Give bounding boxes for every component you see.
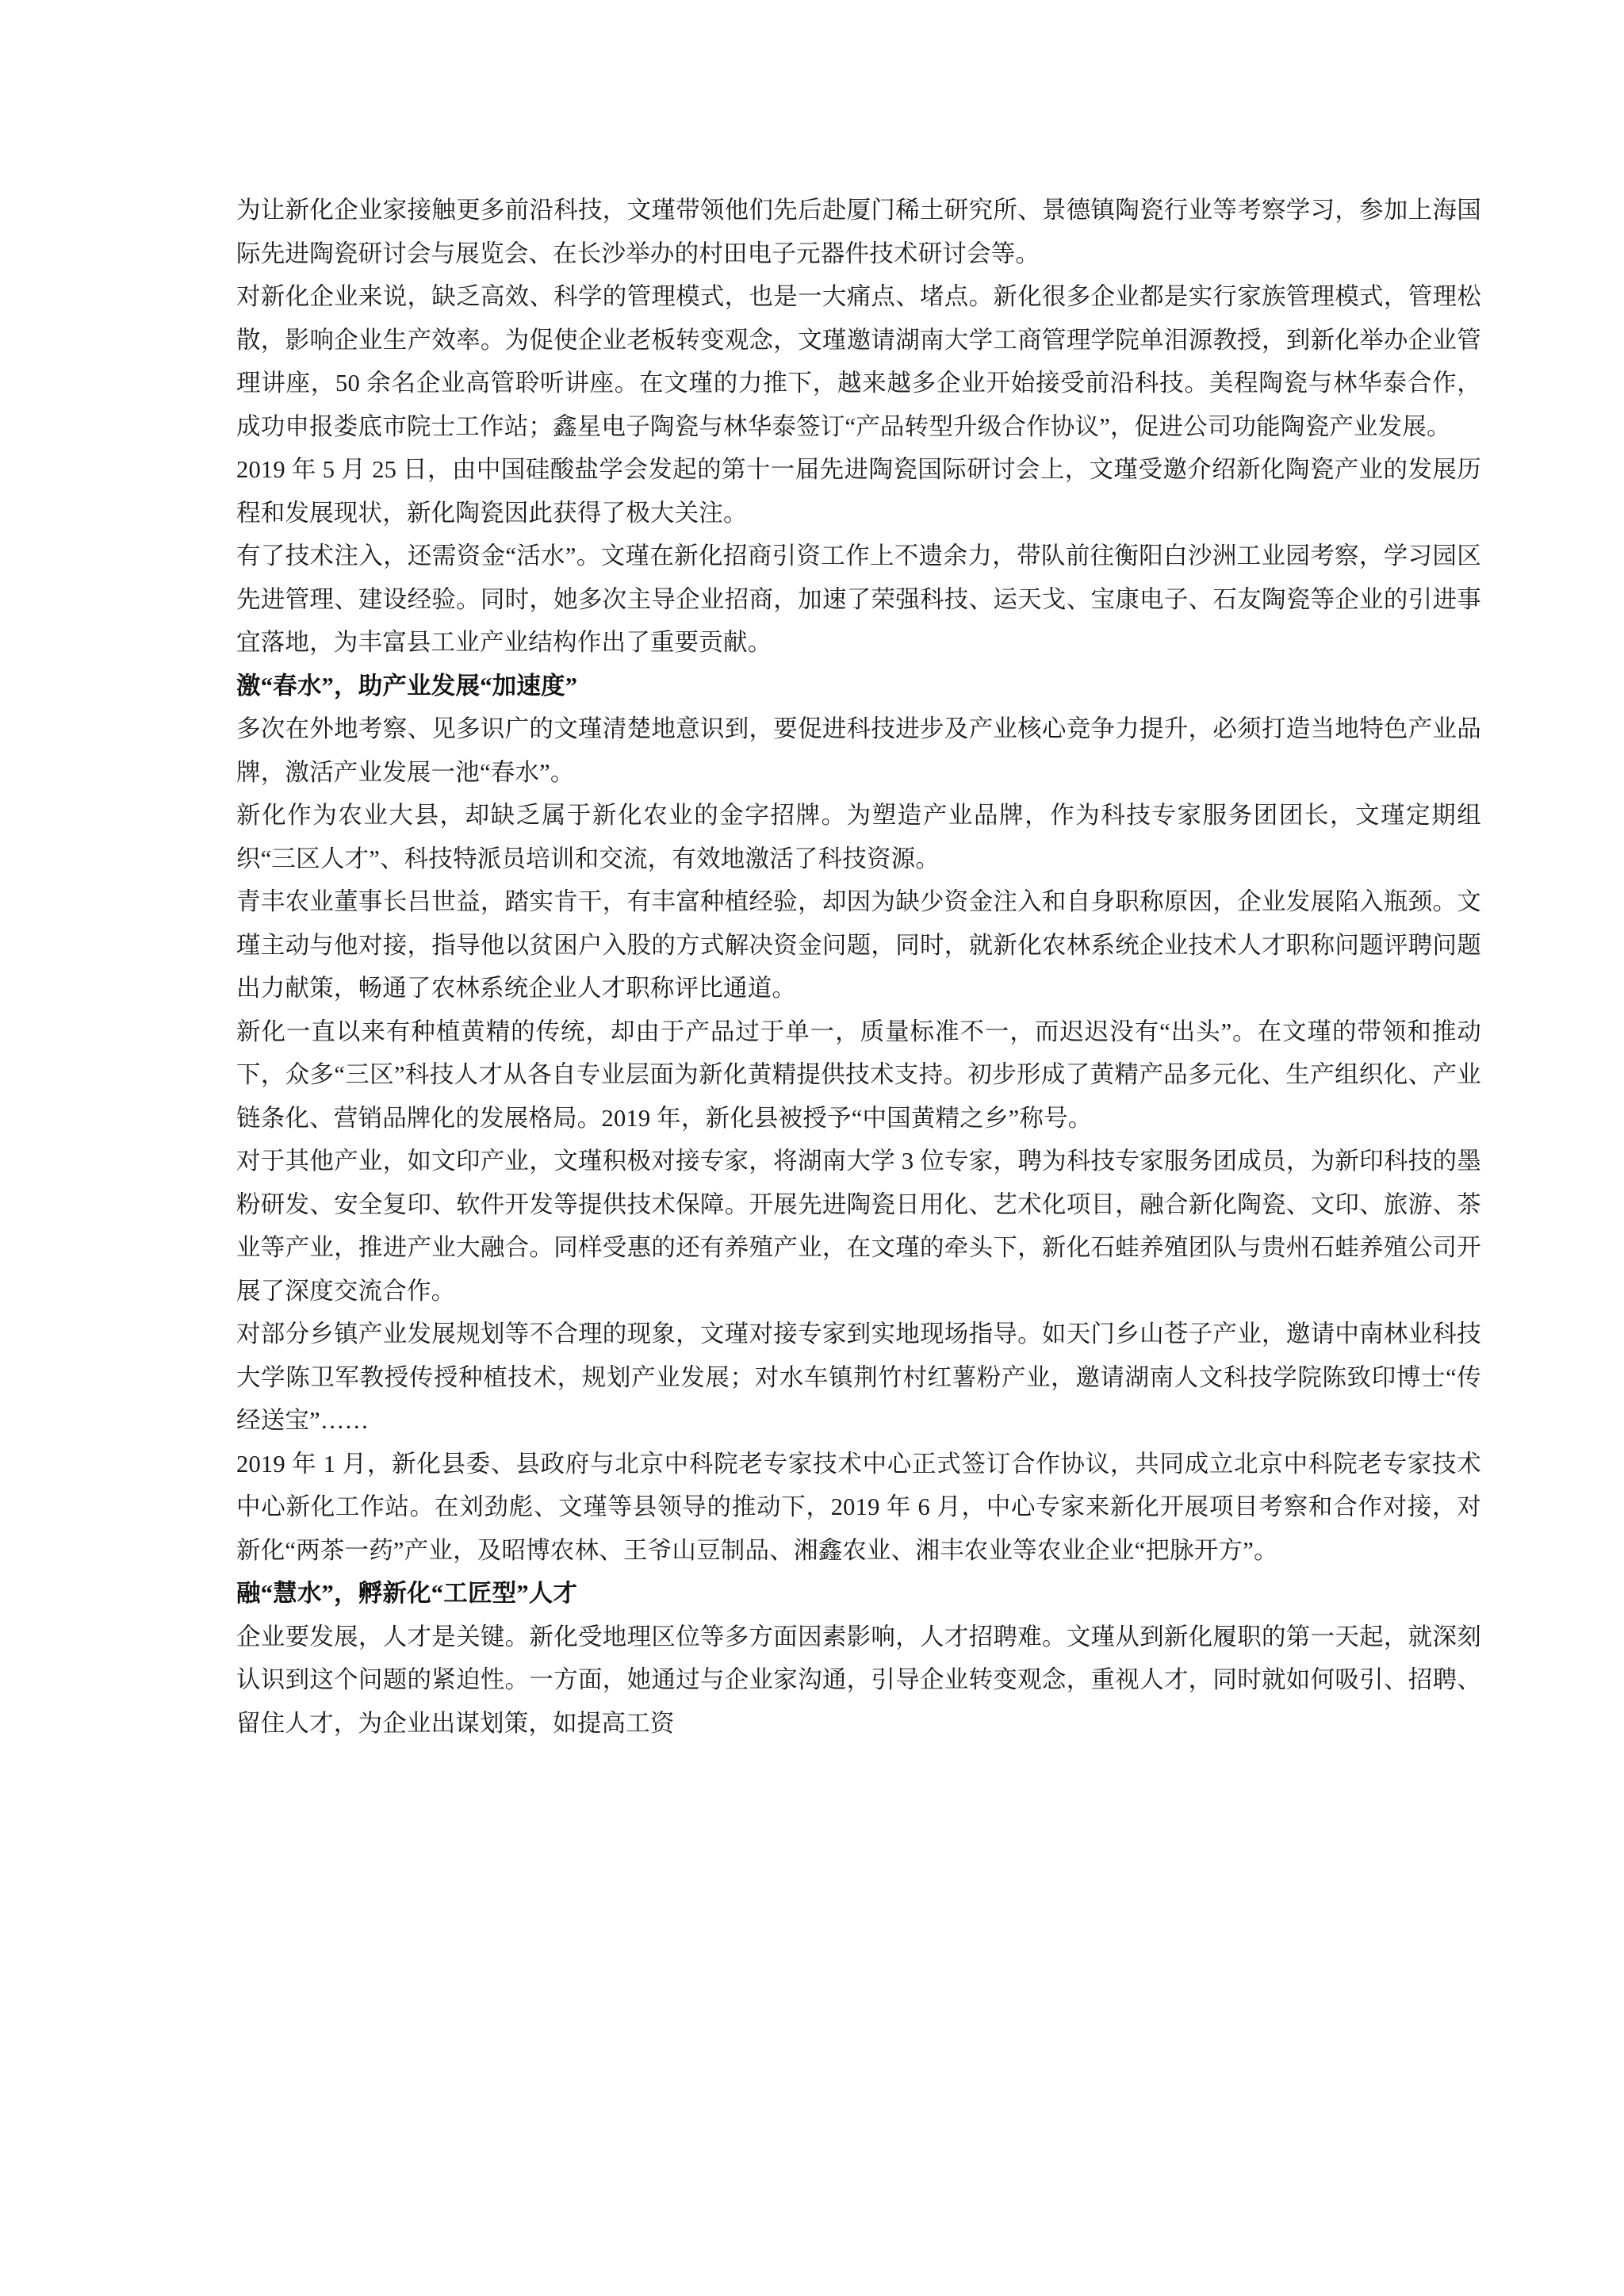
paragraph-8: 新化一直以来有种植黄精的传统，却由于产品过于单一，质量标准不一，而迟迟没有“出头”。在文瑾的带领和推动下，众多“三区”科技人才从各自专业层面为新化黄精提供技术支持。初步形成了黄精产品多元化、生产组织化、产业链条化、营销品牌化的发展格局。2019 年，新化县被授予“中国黄精之乡”称号。 bbox=[236, 1018, 1481, 1132]
paragraph-5: 多次在外地考察、见多识广的文瑾清楚地意识到，要促进科技进步及产业核心竞争力提升，必须打造当地特色产业品牌，激活产业发展一池“春水”。 bbox=[236, 715, 1481, 786]
paragraph-6: 新化作为农业大县，却缺乏属于新化农业的金字招牌。为塑造产业品牌，作为科技专家服务团团长，文瑾定期组织“三区人才”、科技特派员培训和交流，有效地激活了科技资源。 bbox=[236, 802, 1481, 872]
paragraph-4: 有了技术注入，还需资金“活水”。文瑾在新化招商引资工作上不遗余力，带队前往衡阳白沙洲工业园考察，学习园区先进管理、建设经验。同时，她多次主导企业招商，加速了荣强科技、运天戈、宝康电子、石友陶瓷等企业的引进事宜落地，为丰富县工业产业结构作出了重要贡献。 bbox=[236, 542, 1481, 656]
paragraph-10: 对部分乡镇产业发展规划等不合理的现象，文瑾对接专家到实地现场指导。如天门乡山苍子产业，邀请中南林业科技大学陈卫军教授传授种植技术，规划产业发展；对水车镇荆竹村红薯粉产业，邀请湖南人文科技学院陈致印博士“传经送宝”…… bbox=[236, 1320, 1481, 1434]
paragraph-2: 对新化企业来说，缺乏高效、科学的管理模式，也是一大痛点、堵点。新化很多企业都是实行家族管理模式，管理松散，影响企业生产效率。为促使企业老板转变观念，文瑾邀请湖南大学工商管理学院单泪源教授，到新化举办企业管理讲座，50 余名企业高管聆听讲座。在文瑾的力推下，越来越多企业开始接受前沿科技。美程陶瓷与林华泰合作，成功申报娄底市院士工作站；鑫星电子陶瓷与林华泰签订“产品转型升级合作协议”，促进公司功能陶瓷产业发展。 bbox=[236, 283, 1481, 440]
document-body bbox=[236, 189, 1481, 1745]
section-heading-2: 融“慧水”，孵新化“工匠型”人才 bbox=[236, 1580, 578, 1607]
paragraph-11: 2019 年 1 月，新化县委、县政府与北京中科院老专家技术中心正式签订合作协议，共同成立北京中科院老专家技术中心新化工作站。在刘劲彪、文瑾等县领导的推动下，2019 年 6 月，中心专家来新化开展项目考察和合作对接，对新化“两茶一药”产业，及昭博农林、王爷山豆制品、湘鑫农业、湘丰农业等农业企业“把脉开方”。 bbox=[236, 1450, 1481, 1564]
paragraph-3: 2019 年 5 月 25 日，由中国硅酸盐学会发起的第十一届先进陶瓷国际研讨会上，文瑾受邀介绍新化陶瓷产业的发展历程和发展现状，新化陶瓷因此获得了极大关注。 bbox=[236, 456, 1481, 527]
paragraph-1: 为让新化企业家接触更多前沿科技，文瑾带领他们先后赴厦门稀土研究所、景德镇陶瓷行业等考察学习，参加上海国际先进陶瓷研讨会与展览会、在长沙举办的村田电子元器件技术研讨会等。 bbox=[236, 197, 1481, 267]
paragraph-9: 对于其他产业，如文印产业，文瑾积极对接专家，将湖南大学 3 位专家，聘为科技专家服务团成员，为新印科技的墨粉研发、安全复印、软件开发等提供技术保障。开展先进陶瓷日用化、艺术化项目，融合新化陶瓷、文印、旅游、茶业等产业，推进产业大融合。同样受惠的还有养殖产业，在文瑾的牵头下，新化石蛙养殖团队与贵州石蛙养殖公司开展了深度交流合作。 bbox=[236, 1148, 1481, 1305]
section-heading-1: 激“春水”，助产业发展“加速度” bbox=[236, 672, 578, 700]
paragraph-7: 青丰农业董事长吕世益，踏实肯干，有丰富种植经验，却因为缺少资金注入和自身职称原因，企业发展陷入瓶颈。文瑾主动与他对接，指导他以贫困户入股的方式解决资金问题，同时，就新化农林系统企业技术人才职称问题评聘问题出力献策，畅通了农林系统企业人才职称评比通道。 bbox=[236, 888, 1481, 1002]
paragraph-12: 企业要发展，人才是关键。新化受地理区位等多方面因素影响，人才招聘难。文瑾从到新化履职的第一天起，就深刻认识到这个问题的紧迫性。一方面，她通过与企业家沟通，引导企业转变观念，重视人才，同时就如何吸引、招聘、留住人才，为企业出谋划策，如提高工资 bbox=[236, 1623, 1481, 1737]
